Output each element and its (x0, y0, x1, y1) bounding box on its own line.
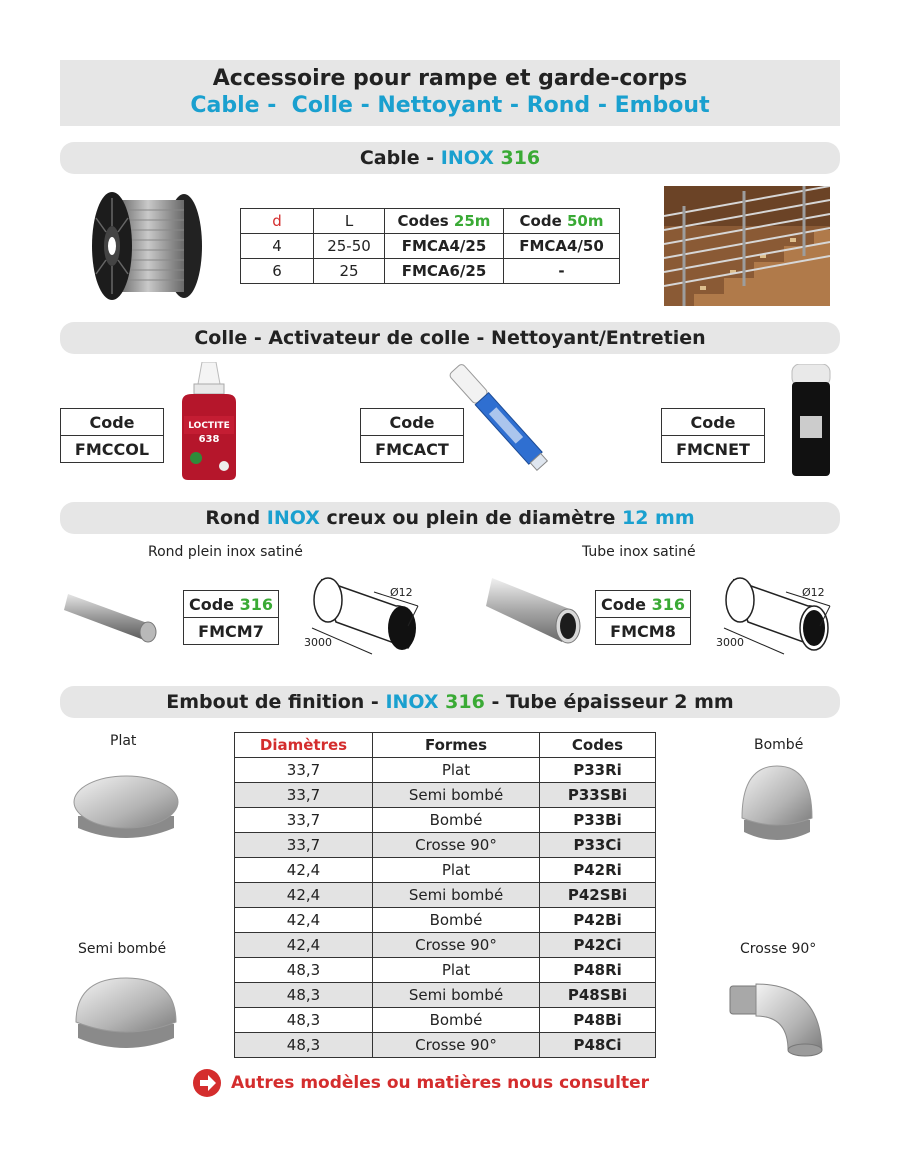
col-formes-header: Formes (373, 733, 540, 758)
end-cap-crosse-image (726, 972, 832, 1058)
cell-diametre: 33,7 (235, 783, 373, 808)
embout-heading: Embout de finition - INOX 316 - Tube épaisseur 2 mm (60, 686, 840, 718)
cell-code: P33Bi (540, 808, 656, 833)
col-codes25-header: Codes 25m (385, 209, 504, 234)
cell-forme: Crosse 90° (373, 1033, 540, 1058)
cell-code: P42Ri (540, 858, 656, 883)
cell-code: P48Ci (540, 1033, 656, 1058)
cell-forme: Bombé (373, 1008, 540, 1033)
rond-plein-caption: Rond plein inox satiné (148, 544, 303, 560)
cable-heading: Cable - INOX 316 (60, 142, 840, 174)
tube-diagram (708, 572, 858, 664)
label-bombe: Bombé (754, 737, 804, 753)
col-l-header: L (314, 209, 385, 234)
loctite-label: LOCTITE (188, 421, 230, 431)
cell-diametre: 42,4 (235, 933, 373, 958)
cell-code: P42Ci (540, 933, 656, 958)
table-row (235, 1008, 656, 1033)
cell-forme: Semi bombé (373, 983, 540, 1008)
col-code50-header: Code 50m (504, 209, 620, 234)
cell-diametre: 33,7 (235, 833, 373, 858)
cell-code: P33Ci (540, 833, 656, 858)
table-row (235, 833, 656, 858)
table-row (235, 908, 656, 933)
cell-diametre: 42,4 (235, 858, 373, 883)
arrow-right-circle-icon (192, 1068, 222, 1098)
code-box-fmccol: Code FMCCOL (60, 408, 164, 463)
cell-diametre: 48,3 (235, 983, 373, 1008)
cleaner-spray-can-image (790, 364, 832, 478)
code-box-fmcm7: Code 316 FMCM7 (183, 590, 279, 645)
cell-code: P48Ri (540, 958, 656, 983)
cell-forme: Crosse 90° (373, 833, 540, 858)
cell-code: P42SBi (540, 883, 656, 908)
cell-diametre: 42,4 (235, 883, 373, 908)
cell-code: P48SBi (540, 983, 656, 1008)
cell-code: P48Bi (540, 1008, 656, 1033)
cell-forme: Plat (373, 858, 540, 883)
loctite-bottle-image (176, 362, 242, 480)
activator-pen-image (440, 362, 564, 480)
embout-table (234, 732, 656, 1058)
col-codes-header: Codes (540, 733, 656, 758)
table-row (235, 858, 656, 883)
cell-forme: Bombé (373, 808, 540, 833)
cell-forme: Plat (373, 758, 540, 783)
col-diametres-header: Diamètres (235, 733, 373, 758)
colle-heading: Colle - Activateur de colle - Nettoyant/Entretien (60, 322, 840, 354)
page-title: Accessoire pour rampe et garde-corps (212, 66, 688, 91)
tube-image (486, 572, 586, 648)
loctite-number: 638 (198, 434, 220, 445)
label-crosse: Crosse 90° (740, 941, 817, 957)
cell-forme: Crosse 90° (373, 933, 540, 958)
staircase-photo (664, 186, 830, 306)
rond-length-label: 3000 (304, 636, 332, 649)
cell-diametre: 33,7 (235, 808, 373, 833)
end-cap-bombe-image (736, 762, 818, 848)
table-row (235, 808, 656, 833)
cell-forme: Semi bombé (373, 883, 540, 908)
cable-table (240, 208, 620, 284)
page-header (60, 60, 840, 126)
table-row (235, 783, 656, 808)
tube-length-label: 3000 (716, 636, 744, 649)
cell-code: P42Bi (540, 908, 656, 933)
cell-diametre: 33,7 (235, 758, 373, 783)
footer-note-text: Autres modèles ou matières nous consulter (231, 1073, 650, 1093)
page-subtitle: Cable - Colle - Nettoyant - Rond - Embout (190, 93, 710, 118)
label-semi-bombe: Semi bombé (78, 941, 167, 957)
cell-forme: Plat (373, 958, 540, 983)
footer-note (192, 1068, 649, 1098)
code-box-fmcnet: Code FMCNET (661, 408, 765, 463)
cell-code: P33Ri (540, 758, 656, 783)
end-cap-plat-image (70, 772, 182, 844)
table-row (235, 758, 656, 783)
table-row: 6 25 FMCA6/25 - (241, 259, 620, 284)
table-row: 4 25-50 FMCA4/25 FMCA4/50 (241, 234, 620, 259)
cell-diametre: 48,3 (235, 1033, 373, 1058)
solid-rod-diagram (296, 572, 446, 664)
code-box-fmcact: Code FMCACT (360, 408, 464, 463)
cell-diametre: 42,4 (235, 908, 373, 933)
tube-diameter-label: Ø12 (802, 586, 825, 599)
cell-forme: Semi bombé (373, 783, 540, 808)
label-plat: Plat (110, 733, 137, 749)
cell-diametre: 48,3 (235, 1008, 373, 1033)
tube-caption: Tube inox satiné (582, 544, 696, 560)
cell-forme: Bombé (373, 908, 540, 933)
cable-reel-image (80, 188, 208, 303)
cell-diametre: 48,3 (235, 958, 373, 983)
end-cap-semi-bombe-image (72, 972, 180, 1056)
code-box-fmcm8: Code 316 FMCM8 (595, 590, 691, 645)
rond-diameter-label: Ø12 (390, 586, 413, 599)
rond-heading: Rond INOX creux ou plein de diamètre 12 mm (60, 502, 840, 534)
cell-code: P33SBi (540, 783, 656, 808)
table-row (235, 1033, 656, 1058)
solid-rod-image (64, 580, 160, 646)
table-row (235, 883, 656, 908)
col-d-header: d (241, 209, 314, 234)
table-row (235, 983, 656, 1008)
table-row (235, 933, 656, 958)
table-row (235, 958, 656, 983)
